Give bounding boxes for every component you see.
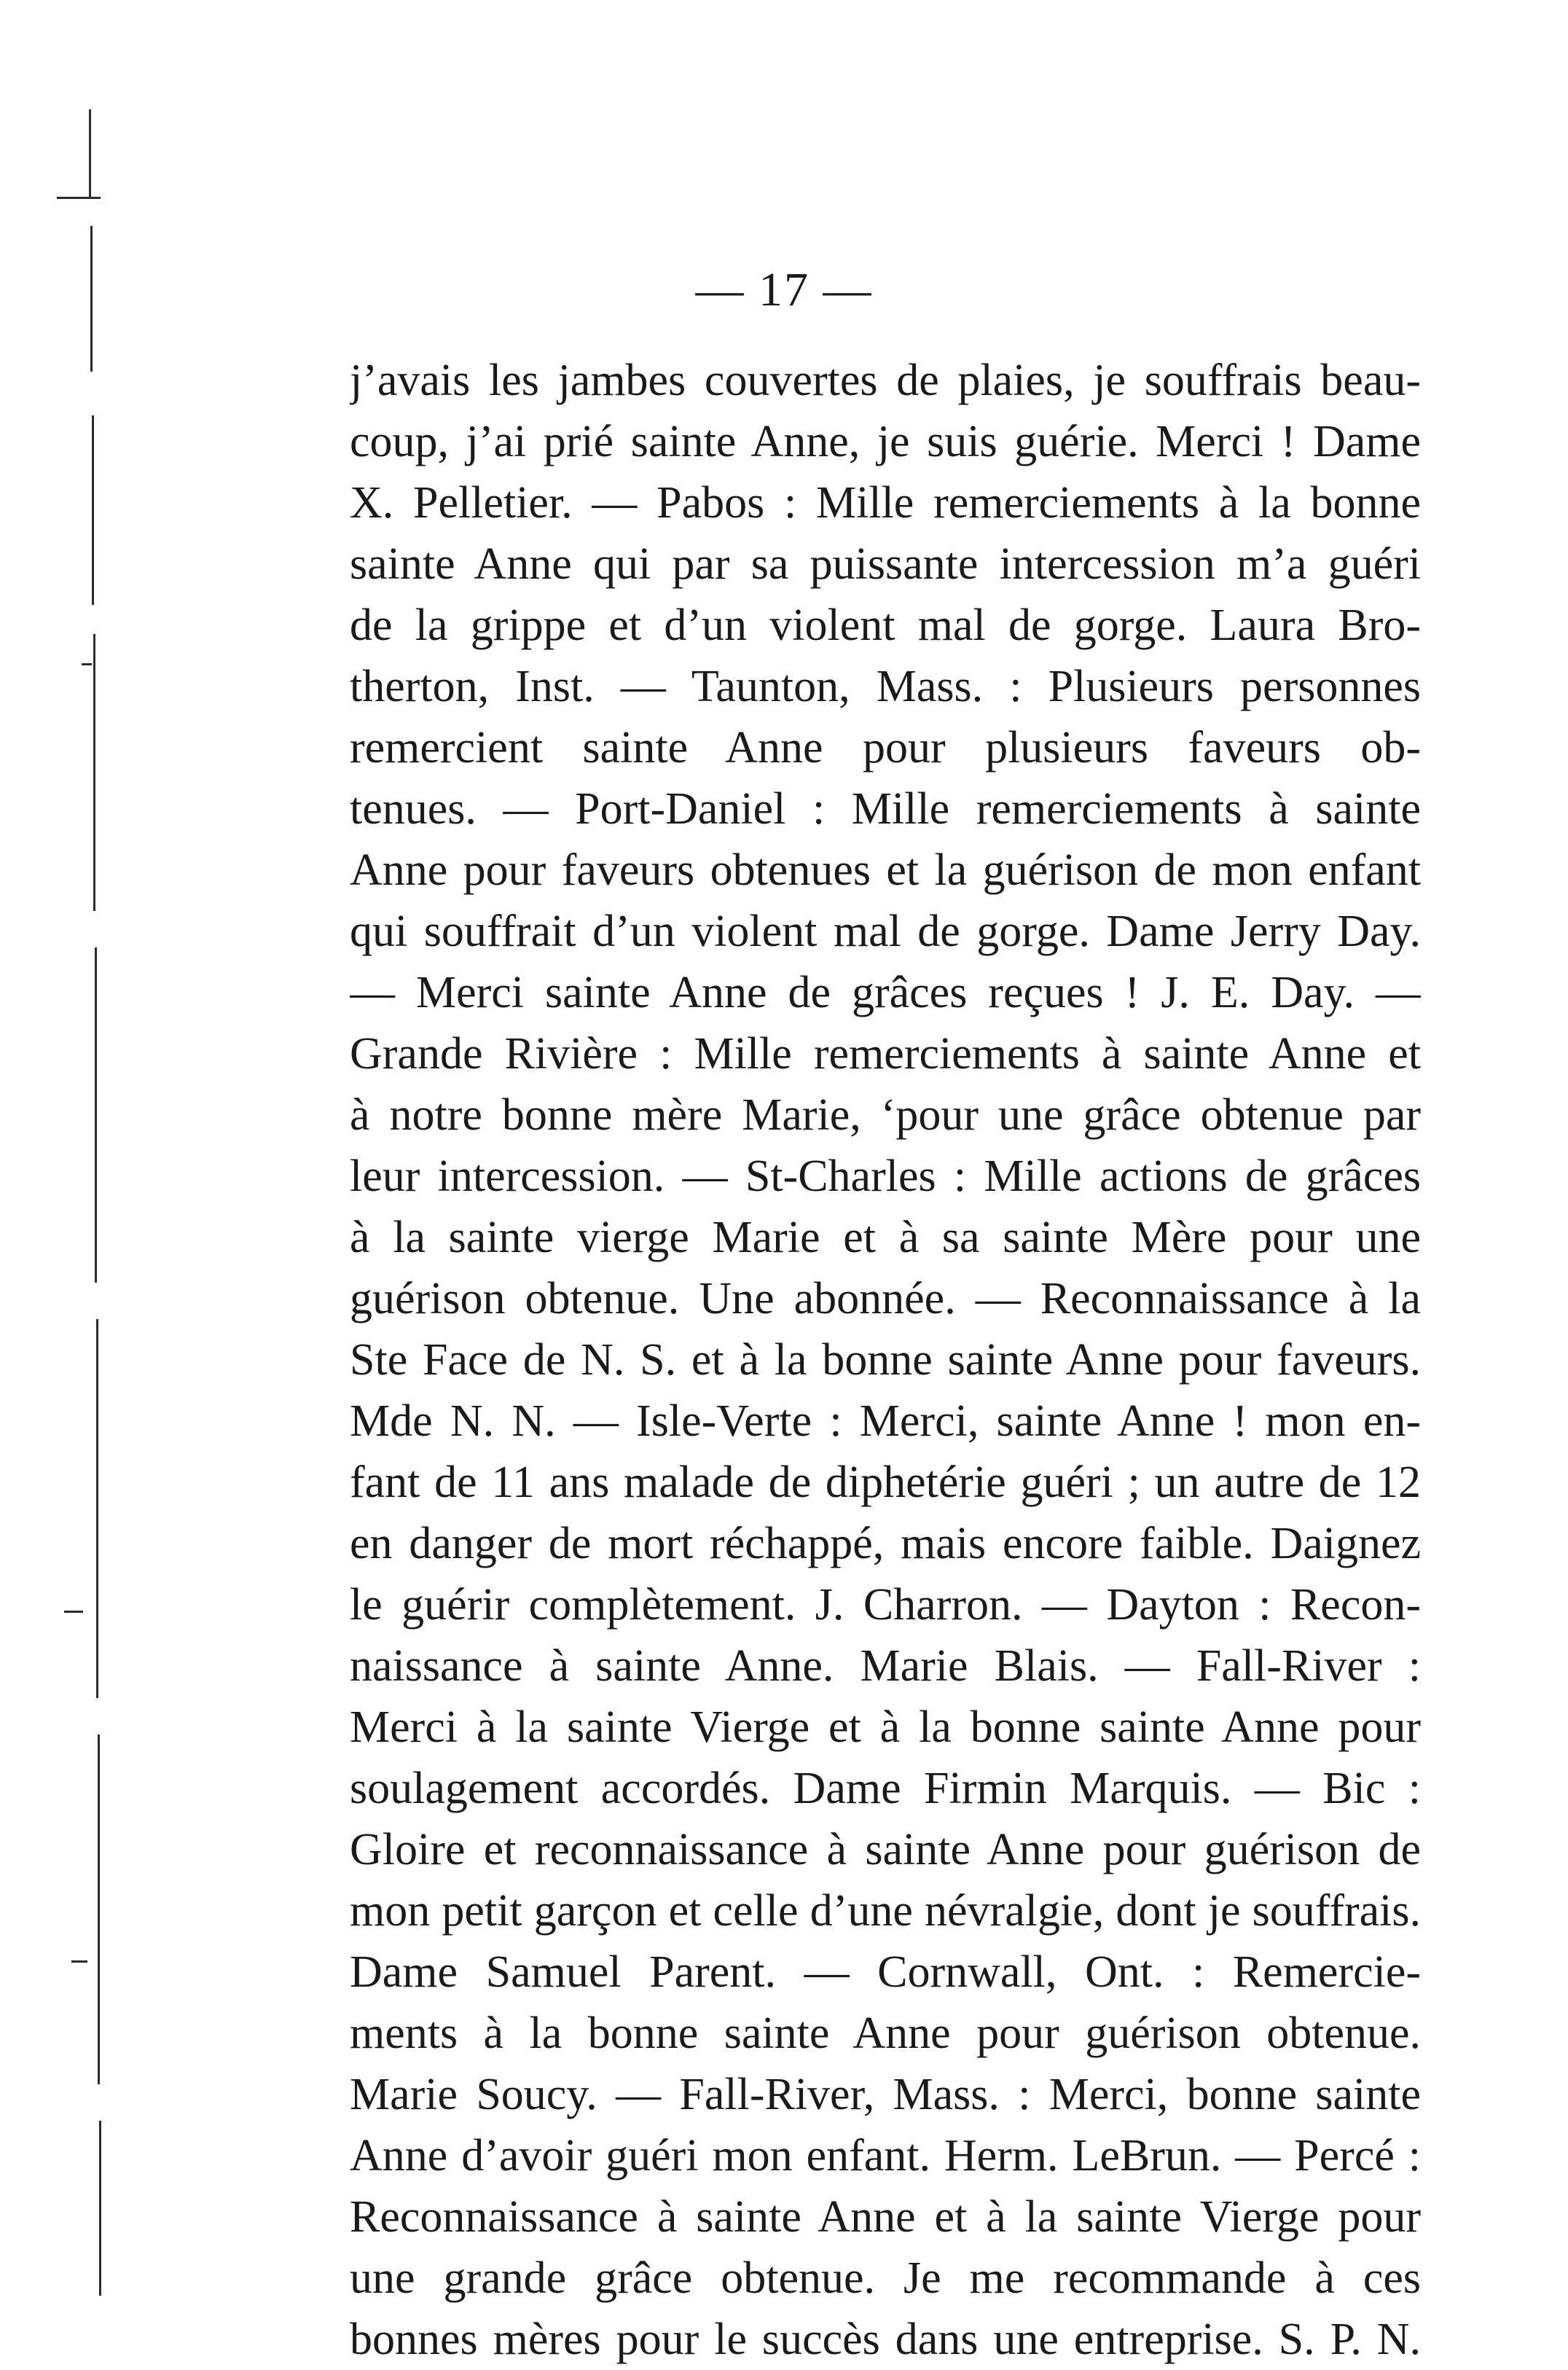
page-number: — 17 — (695, 263, 873, 316)
text-line: Marie Soucy. — Fall-River, Mass. : Merci, bonne sainte (350, 2070, 1421, 2119)
text-line: le guérir complètement. J. Charron. — Dayton : Recon- (350, 1580, 1421, 1630)
gutter-mark (95, 947, 97, 1283)
text-line: remercient sainte Anne pour plusieurs faveurs ob- (350, 723, 1421, 773)
text-line: de la grippe et d’un violent mal de gorge. Laura Bro- (350, 601, 1421, 650)
gutter-mark (98, 1735, 100, 2084)
text-line: j’avais les jambes couvertes de plaies, je souffrais beau- (350, 356, 1421, 405)
text-line: Reconnaissance à sainte Anne et à la sainte Vierge pour (350, 2192, 1421, 2242)
text-line: Anne pour faveurs obtenues et la guérison de mon enfant (350, 845, 1421, 895)
text-line: Ste Face de N. S. et à la bonne sainte Anne pour faveurs. (350, 1335, 1421, 1385)
text-line: Gloire et reconnaissance à sainte Anne pour guérison de (350, 1825, 1421, 1874)
text-line: qui souffrait d’un violent mal de gorge. Dame Jerry Day. (350, 907, 1421, 956)
text-line: en danger de mort réchappé, mais encore faible. Daignez (350, 1519, 1421, 1568)
text-line: Dame Samuel Parent. — Cornwall, Ont. : Remercie- (350, 1947, 1421, 1997)
text-line: naissance à sainte Anne. Marie Blais. — Fall-River : (350, 1641, 1421, 1691)
text-line: une grande grâce obtenue. Je me recommande à ces (350, 2253, 1421, 2303)
text-line: — Merci sainte Anne de grâces reçues ! J. E. Day. — (350, 968, 1421, 1017)
gutter-mark (57, 197, 101, 199)
text-line: fant de 11 ans malade de diphetérie guéri ; un autre de 12 (350, 1458, 1421, 1507)
text-line: sainte Anne qui par sa puissante intercession m’a guéri (350, 539, 1421, 589)
text-line: Grande Rivière : Mille remerciements à sainte Anne et (350, 1029, 1421, 1079)
text-line: à notre bonne mère Marie, ‘pour une grâce obtenue par (350, 1090, 1421, 1140)
gutter-mark (96, 1319, 98, 1698)
text-line: Merci à la sainte Vierge et à la bonne sainte Anne pour (350, 1702, 1421, 1752)
text-line: mon petit garçon et celle d’une névralgie, dont je souffrais. (350, 1886, 1421, 1936)
text-line: soulagement accordés. Dame Firmin Marquis. — Bic : (350, 1764, 1421, 1813)
text-line: tenues. — Port-Daniel : Mille remerciements à sainte (350, 784, 1421, 834)
binding-gutter-marks (86, 109, 115, 2296)
body-text (350, 350, 1421, 2370)
text-line: therton, Inst. — Taunton, Mass. : Plusieurs personnes (350, 662, 1421, 711)
gutter-mark (99, 2121, 101, 2296)
gutter-mark (92, 415, 94, 605)
gutter-mark (89, 109, 91, 197)
text-line: coup, j’ai prié sainte Anne, je suis guérie. Merci ! Dame (350, 417, 1421, 466)
gutter-mark (93, 634, 95, 911)
text-line: bonnes mères pour le succès dans une entreprise. S. P. N. (350, 2315, 1421, 2364)
text-line: leur intercession. — St-Charles : Mille actions de grâces (350, 1151, 1421, 1201)
text-line: X. Pelletier. — Pabos : Mille remerciements à la bonne (350, 478, 1421, 528)
text-line: à la sainte vierge Marie et à sa sainte Mère pour une (350, 1213, 1421, 1262)
gutter-mark (82, 663, 92, 665)
gutter-mark (64, 1611, 83, 1613)
text-line: Mde N. N. — Isle-Verte : Merci, sainte Anne ! mon en- (350, 1396, 1421, 1446)
gutter-mark (71, 1960, 87, 1963)
text-line: Anne d’avoir guéri mon enfant. Herm. LeBrun. — Percé : (350, 2131, 1421, 2181)
text-line: ments à la bonne sainte Anne pour guérison obtenue. (350, 2009, 1421, 2058)
text-line: guérison obtenue. Une abonnée. — Reconnaissance à la (350, 1274, 1421, 1323)
